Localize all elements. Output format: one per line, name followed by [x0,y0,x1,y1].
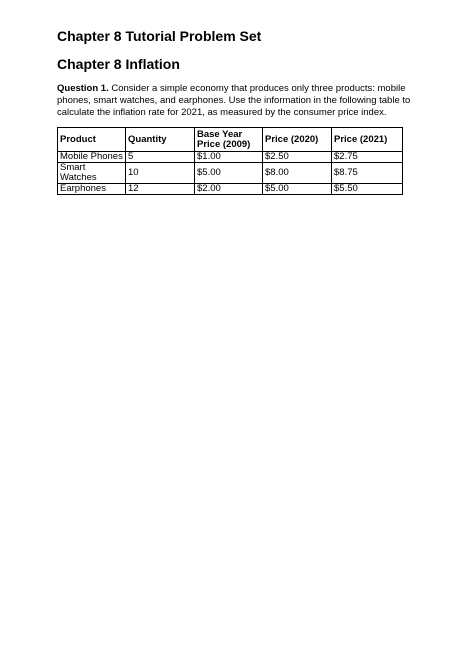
header-cell-quantity: Quantity [126,128,195,152]
table-cell: $5.00 [263,184,332,195]
table-cell: Smart Watches [58,163,126,184]
header-cell-price-2021: Price (2021) [332,128,403,152]
question-paragraph [57,83,422,119]
table-row [58,163,403,184]
table-row [58,184,403,195]
price-table [57,127,403,195]
table-cell: $5.50 [332,184,403,195]
table-cell: 12 [126,184,195,195]
section-title: Chapter 8 Inflation [57,56,180,72]
header-cell-price-2020: Price (2020) [263,128,332,152]
header-cell-base-price: Base Year Price (2009) [195,128,263,152]
table-row [58,152,403,163]
table-cell: $1.00 [195,152,263,163]
table-cell: Earphones [58,184,126,195]
table-cell: 10 [126,163,195,184]
table-cell: 5 [126,152,195,163]
table-cell: $2.50 [263,152,332,163]
table-header-row [58,128,403,152]
header-cell-product: Product [58,128,126,152]
question-text: Consider a simple economy that produces only three products: mobile phones, smart watches, and earphones. Use the information in the following table to calculate the inflation rate for 2021, as measured by the consumer price index. [57,83,411,118]
table-cell: $8.00 [263,163,332,184]
table-cell: $8.75 [332,163,403,184]
document-title: Chapter 8 Tutorial Problem Set [57,28,262,44]
table-cell: $2.75 [332,152,403,163]
table-cell: $2.00 [195,184,263,195]
table-cell: $5.00 [195,163,263,184]
question-label: Question 1. [57,83,109,94]
table-cell: Mobile Phones [58,152,126,163]
